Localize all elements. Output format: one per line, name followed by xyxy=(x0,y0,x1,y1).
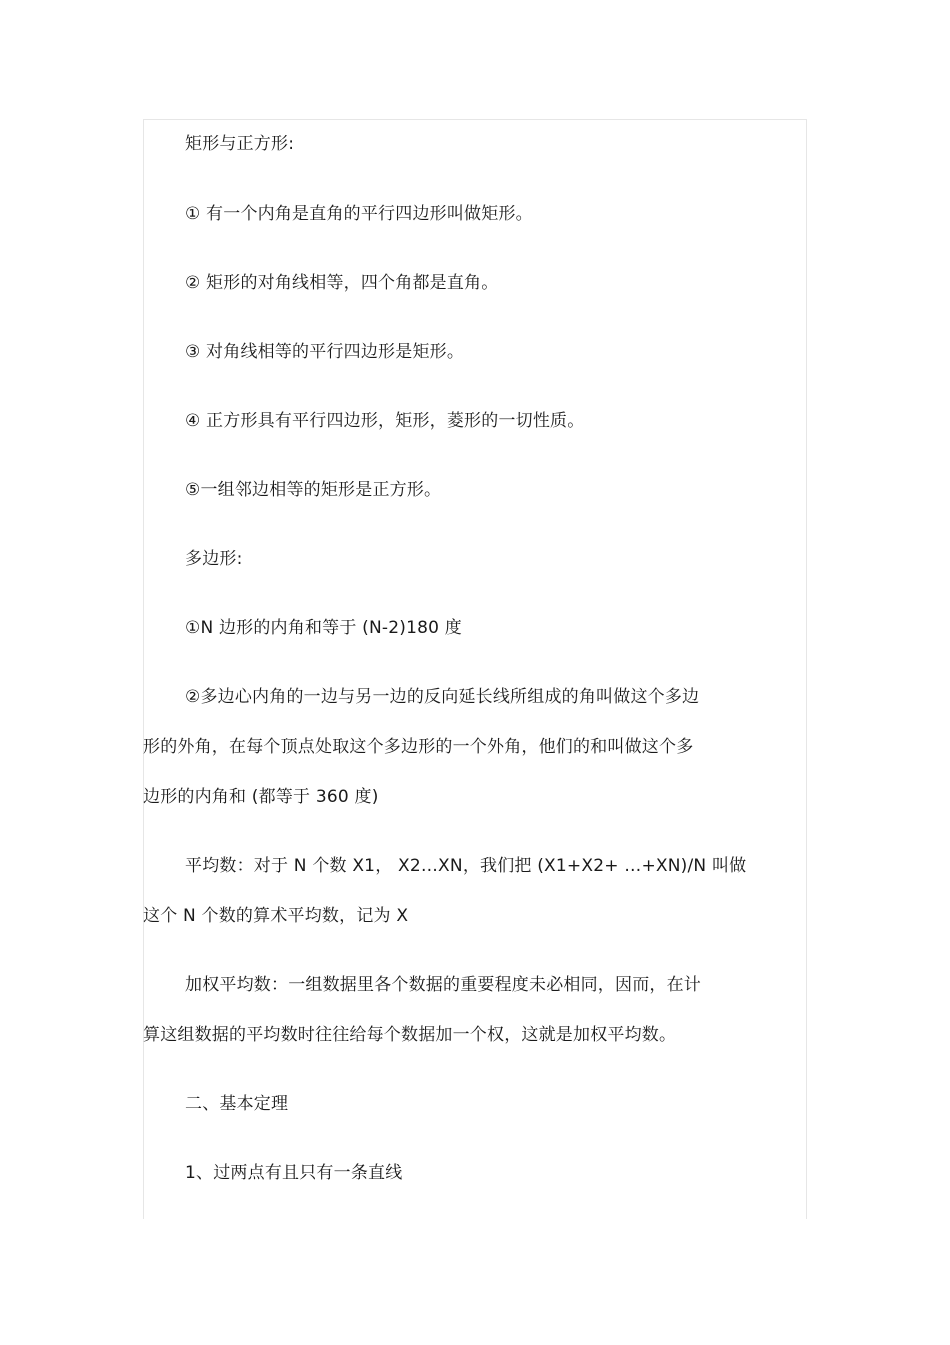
list-item: 1、过两点有且只有一条直线 xyxy=(185,1163,403,1183)
paragraph-line: ②多边心内角的一边与另一边的反向延长线所组成的角叫做这个多边 xyxy=(185,687,700,707)
paragraph-line: 加权平均数：一组数据里各个数据的重要程度未必相同，因而，在计 xyxy=(185,975,701,995)
list-item: ①N 边形的内角和等于 (N-2)180 度 xyxy=(185,618,462,638)
paragraph-line: 平均数：对于 N 个数 X1， X2…XN，我们把 (X1+X2+ …+XN)/N 叫做 xyxy=(185,856,747,876)
paragraph-line: 边形的内角和 (都等于 360 度) xyxy=(143,787,379,807)
list-item: ③ 对角线相等的平行四边形是矩形。 xyxy=(185,342,465,362)
paragraph-line: 这个 N 个数的算术平均数，记为 X xyxy=(143,906,409,926)
paragraph-line: 算这组数据的平均数时往往给每个数据加一个权，这就是加权平均数。 xyxy=(143,1025,677,1045)
heading-polygon: 多边形: xyxy=(185,549,243,569)
heading-rectangle-square: 矩形与正方形: xyxy=(185,134,295,154)
list-item: ④ 正方形具有平行四边形，矩形，菱形的一切性质。 xyxy=(185,411,585,431)
list-item: ② 矩形的对角线相等，四个角都是直角。 xyxy=(185,273,499,293)
section-heading: 二、基本定理 xyxy=(185,1094,289,1114)
list-item: ⑤一组邻边相等的矩形是正方形。 xyxy=(185,480,442,500)
list-item: ① 有一个内角是直角的平行四边形叫做矩形。 xyxy=(185,204,533,224)
paragraph-line: 形的外角，在每个顶点处取这个多边形的一个外角，他们的和叫做这个多 xyxy=(143,737,694,757)
